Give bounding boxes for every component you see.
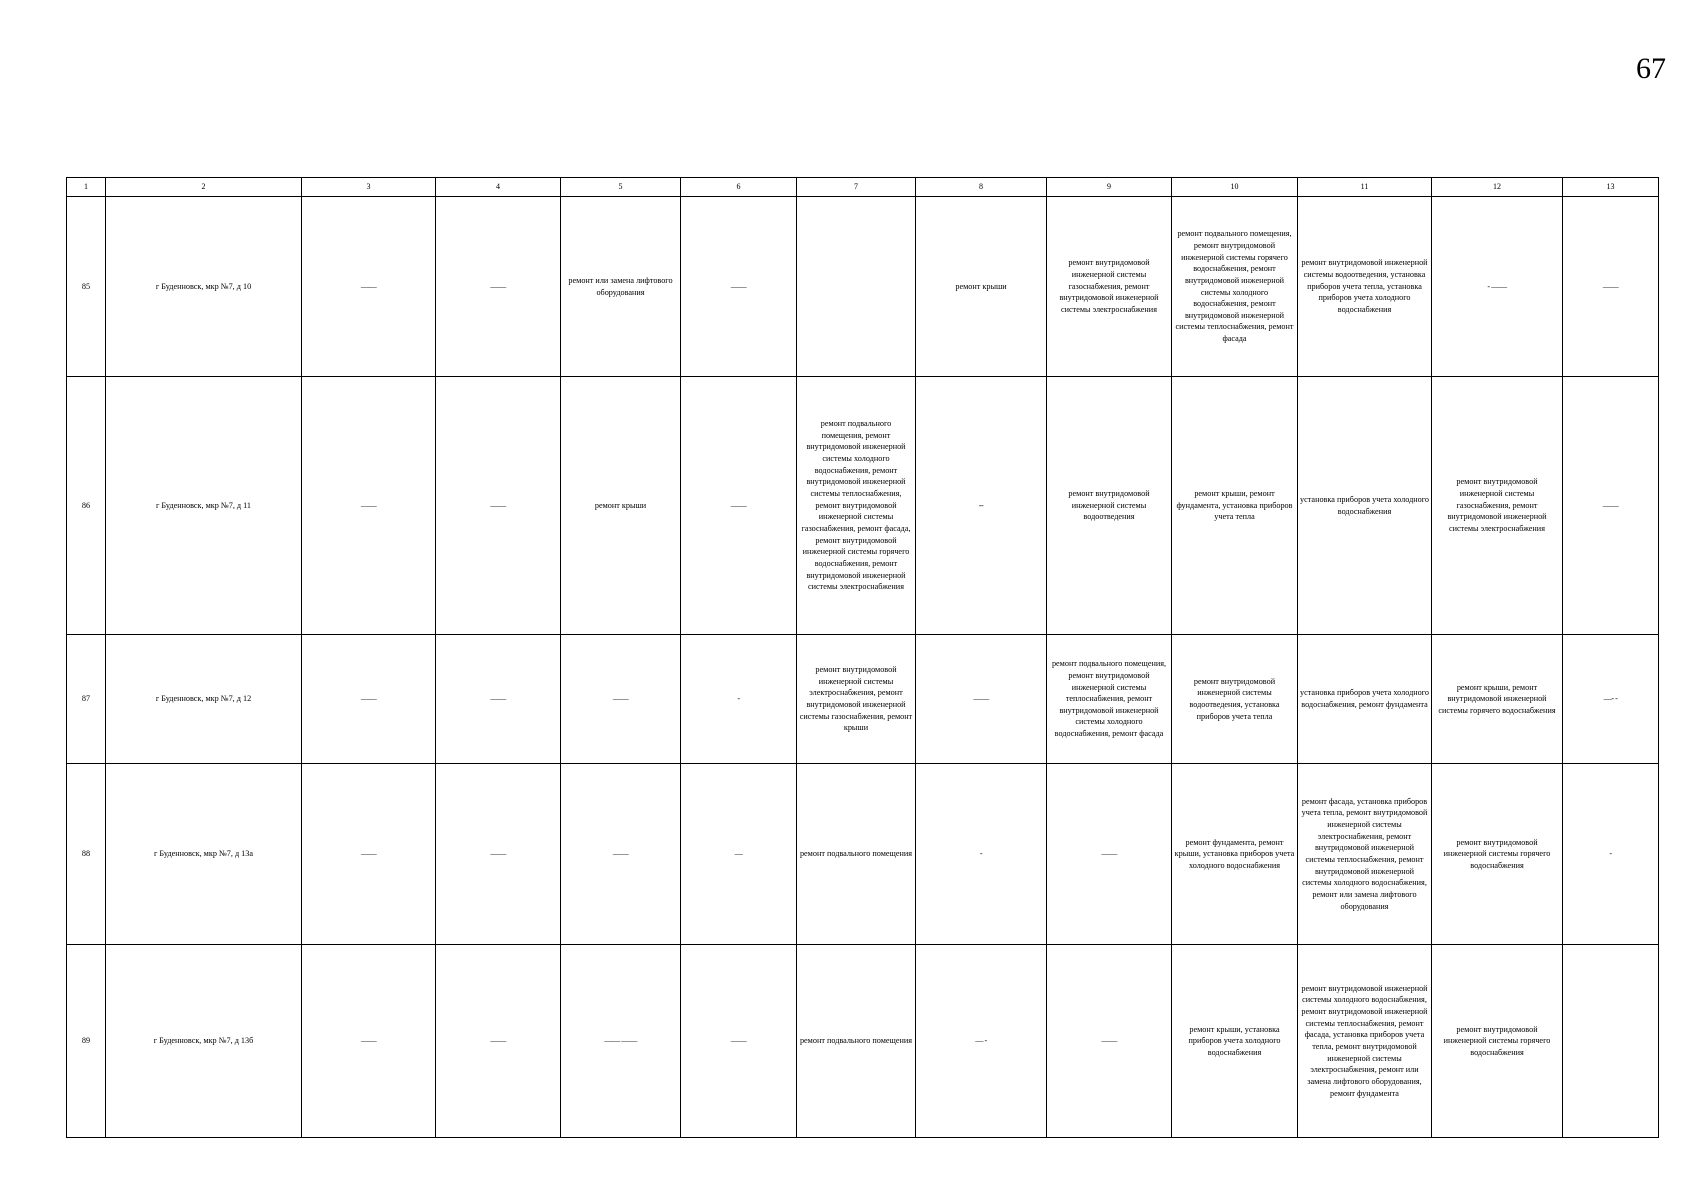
cell: —— [436,945,561,1138]
page-number: 67 [1636,52,1666,85]
cell: ремонт внутридомовой инженерной системы водоотведения, установка приборов учета тепла [1172,635,1298,764]
cell: —— [681,377,797,635]
column-header: 3 [302,178,436,197]
cell: —— [436,764,561,945]
cell: —— [302,377,436,635]
column-header: 8 [916,178,1047,197]
cell: ремонт подвального помещения, ремонт внутридомовой инженерной системы горячего водоснабжения, ремонт внутридомовой инженерной системы холодного водоснабжения, ремонт внутридомовой инженерной системы теплоснабжения, ремонт фасада [1172,197,1298,377]
cell: - [1563,764,1659,945]
row-number: 85 [67,197,106,377]
cell: ремонт крыши, установка приборов учета холодного водоснабжения [1172,945,1298,1138]
cell: - [681,635,797,764]
cell: установка приборов учета холодного водоснабжения [1298,377,1432,635]
table-row [67,635,1659,764]
table-row [67,764,1659,945]
cell: ремонт подвального помещения, ремонт внутридомовой инженерной системы теплоснабжения, ремонт внутридомовой инженерной системы холодного водоснабжения, ремонт фасада [1047,635,1172,764]
cell: ремонт крыши [561,377,681,635]
row-address: г Буденновск, мкр №7, д 13б [106,945,302,1138]
cell: ремонт внутридомовой инженерной системы водоотведения, установка приборов учета тепла, установка приборов учета холодного водоснабжения [1298,197,1432,377]
row-number: 87 [67,635,106,764]
cell: ремонт внутридомовой инженерной системы газоснабжения, ремонт внутридомовой инженерной системы электроснабжения [1047,197,1172,377]
table-row [67,945,1659,1138]
cell: —— [561,764,681,945]
cell: ремонт внутридомовой инженерной системы горячего водоснабжения [1432,945,1563,1138]
cell: — [681,764,797,945]
cell: —— —— [561,945,681,1138]
cell: —- - [1563,635,1659,764]
cell: - —— [1432,197,1563,377]
cell: —— [436,635,561,764]
cell: ремонт внутридомовой инженерной системы водоотведения [1047,377,1172,635]
header-row [67,178,1659,197]
cell: ремонт внутридомовой инженерной системы газоснабжения, ремонт внутридомовой инженерной системы электроснабжения [1432,377,1563,635]
column-header: 1 [67,178,106,197]
cell: —— [1047,764,1172,945]
cell: ремонт фасада, установка приборов учета тепла, ремонт внутридомовой инженерной системы электроснабжения, ремонт внутридомовой инженерной системы теплоснабжения, ремонт внутридомовой инженерной системы холодного водоснабжения, ремонт или замена лифтового оборудования [1298,764,1432,945]
cell: —— [302,764,436,945]
cell [797,197,916,377]
row-number: 86 [67,377,106,635]
column-header: 9 [1047,178,1172,197]
cell: ремонт подвального помещения [797,945,916,1138]
cell: — - [916,945,1047,1138]
cell: —— [302,197,436,377]
cell: —— [681,197,797,377]
row-number: 89 [67,945,106,1138]
row-number: 88 [67,764,106,945]
repair-schedule-table [66,177,1659,1138]
column-header: 10 [1172,178,1298,197]
cell: —— [436,377,561,635]
cell: —— [1563,377,1659,635]
row-address: г Буденновск, мкр №7, д 10 [106,197,302,377]
column-header: 7 [797,178,916,197]
cell: ремонт внутридомовой инженерной системы электроснабжения, ремонт внутридомовой инженерной системы газоснабжения, ремонт крыши [797,635,916,764]
row-address: г Буденновск, мкр №7, д 12 [106,635,302,764]
cell: —— [681,945,797,1138]
cell: ремонт подвального помещения [797,764,916,945]
cell: —— [916,635,1047,764]
cell: —— [436,197,561,377]
column-header: 2 [106,178,302,197]
cell: ремонт крыши, ремонт фундамента, установка приборов учета тепла [1172,377,1298,635]
column-header: 11 [1298,178,1432,197]
cell: установка приборов учета холодного водоснабжения, ремонт фундамента [1298,635,1432,764]
cell: ремонт крыши, ремонт внутридомовой инженерной системы горячего водоснабжения [1432,635,1563,764]
cell: —— [1563,197,1659,377]
cell: ремонт внутридомовой инженерной системы холодного водоснабжения, ремонт внутридомовой инженерной системы теплоснабжения, ремонт фасада, установка приборов учета тепла, ремонт внутридомовой инженерной системы электроснабжения, ремонт или замена лифтового оборудования, ремонт фундамента [1298,945,1432,1138]
row-address: г Буденновск, мкр №7, д 13а [106,764,302,945]
column-header: 4 [436,178,561,197]
cell: ремонт крыши [916,197,1047,377]
cell: ремонт подвального помещения, ремонт внутридомовой инженерной системы холодного водоснабжения, ремонт внутридомовой инженерной системы теплоснабжения, ремонт внутридомовой инженерной системы газоснабжения, ремонт фасада, ремонт внутридомовой инженерной системы горячего водоснабжения, ремонт внутридомовой инженерной системы электроснабжения [797,377,916,635]
cell: ремонт или замена лифтового оборудования [561,197,681,377]
cell: -- [916,377,1047,635]
cell: ремонт внутридомовой инженерной системы горячего водоснабжения [1432,764,1563,945]
cell [1563,945,1659,1138]
cell: - [916,764,1047,945]
table-row [67,197,1659,377]
cell: —— [302,945,436,1138]
cell: ремонт фундамента, ремонт крыши, установка приборов учета холодного водоснабжения [1172,764,1298,945]
cell: —— [302,635,436,764]
column-header: 5 [561,178,681,197]
column-header: 6 [681,178,797,197]
table-row [67,377,1659,635]
column-header: 13 [1563,178,1659,197]
row-address: г Буденновск, мкр №7, д 11 [106,377,302,635]
column-header: 12 [1432,178,1563,197]
cell: —— [561,635,681,764]
cell: —— [1047,945,1172,1138]
